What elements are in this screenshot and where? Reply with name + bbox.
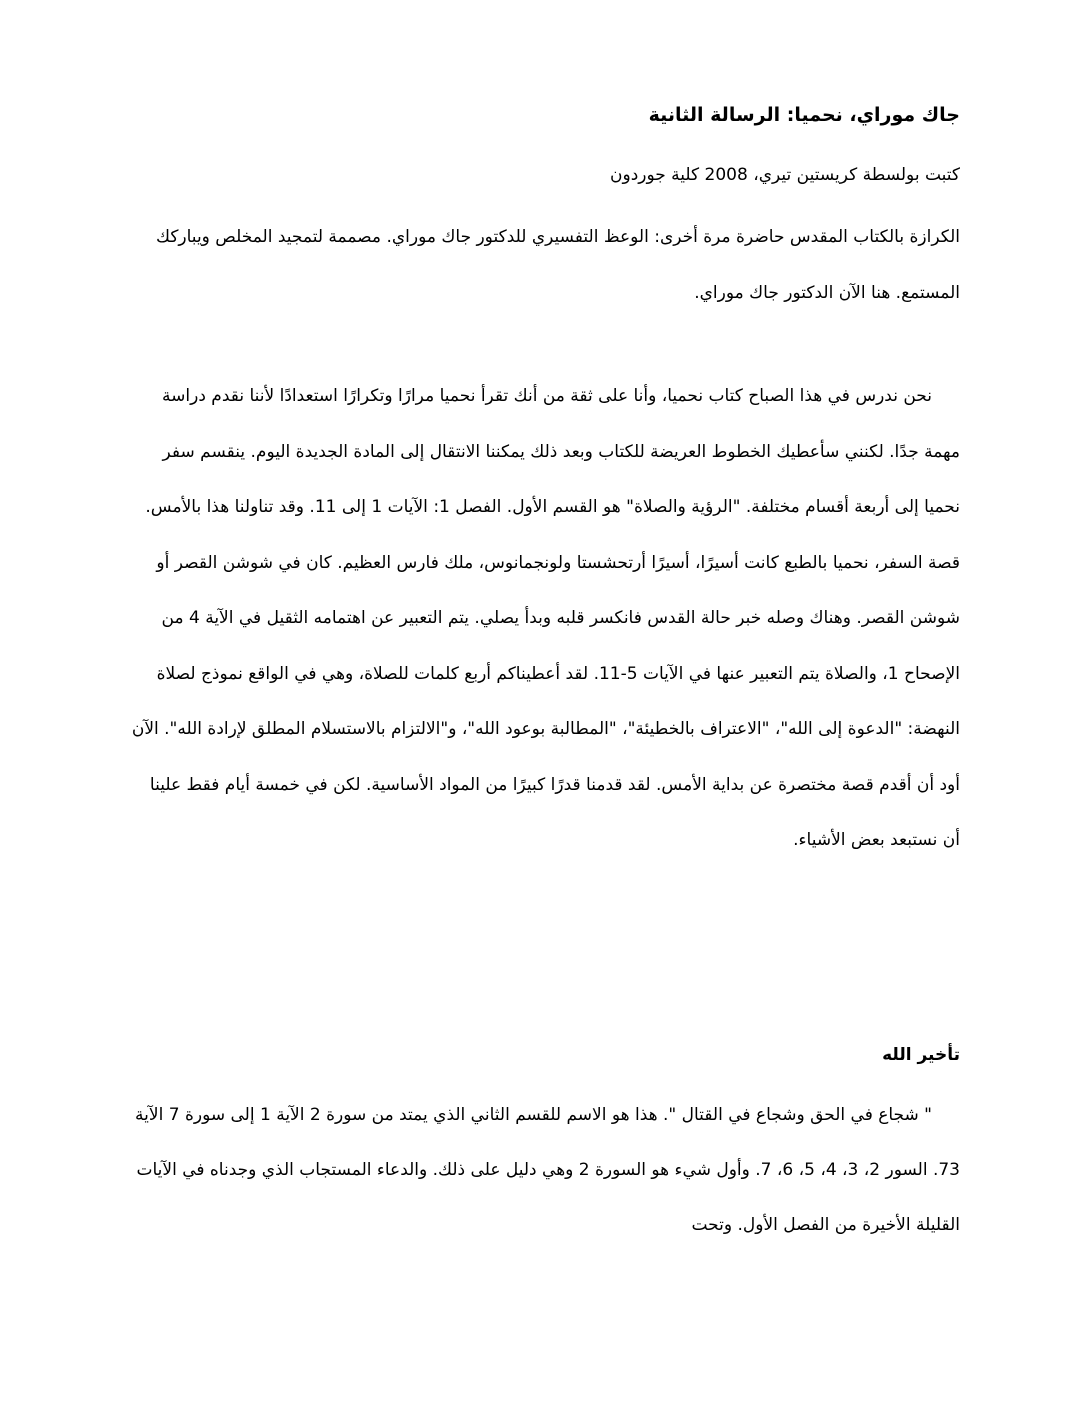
intro-paragraph: الكرازة بالكتاب المقدس حاضرة مرة أخرى: الوعظ التفسيري للدكتور جاك موراي. مصممة لتمجيد المخلص ويباركك المستمع. هنا الآن الدكتور جاك موراي.: [156, 227, 960, 303]
body-paragraph-2: " شجاع في الحق وشجاع في القتال ". هذا هو الاسم للقسم الثاني الذي يمتد من سورة 2 الآية 1 إلى سورة 7 الآية 73. السور 2، 3، 4، 5، 6، 7. وأول شيء هو السورة 2 وهي دليل على ذلك. والدعاء المستجاب الذي وجدناه في الآيات القليلة الأخيرة من الفصل الأول. وتحت: [135, 1105, 960, 1235]
document-title: جاك موراي، نحميا: الرسالة الثانية: [648, 104, 960, 126]
section-heading: تأخير الله: [882, 1045, 960, 1065]
body-paragraph-1: نحن ندرس في هذا الصباح كتاب نحميا، وأنا على ثقة من أنك تقرأ نحميا مرارًا وتكرارًا استعدادًا لأننا نقدم دراسة مهمة جدًا. لكنني سأعطيك الخطوط العريضة للكتاب وبعد ذلك يمكننا الانتقال إلى المادة الجديدة اليوم. ينقسم سفر نحميا إلى أربعة أقسام مختلفة. "الرؤية والصلاة" هو القسم الأول. الفصل 1: الآيات 1 إلى 11. وقد تناولنا هذا بالأمس. قصة السفر، نحميا بالطبع كانت أسيرًا، أسيرًا أرتحشستا ولونجمانوس، ملك فارس العظيم. كان في شوشن القصر أو شوشن القصر. وهناك وصله خبر حالة القدس فانكسر قلبه وبدأ يصلي. يتم التعبير عن اهتمامه الثقيل في الآية 4 من الإصحاح 1، والصلاة يتم التعبير عنها في الآيات 5-11. لقد أعطيناكم أربع كلمات للصلاة، وهي في الواقع نموذج لصلاة النهضة: "الدعوة إلى الله"، "الاعتراف بالخطيئة"، "المطالبة بوعود الله"، و"الالتزام بالاستسلام المطلق لإرادة الله". الآن أود أن أقدم قصة مختصرة عن بداية الأمس. لقد قدمنا قدرًا كبيرًا من المواد الأساسية. لكن في خمسة أيام فقط علينا أن نستبعد بعض الأشياء.: [131, 386, 960, 850]
document-byline: كتبت بولسطة كريستين تيري، 2008 كلية جوردون: [610, 165, 960, 185]
